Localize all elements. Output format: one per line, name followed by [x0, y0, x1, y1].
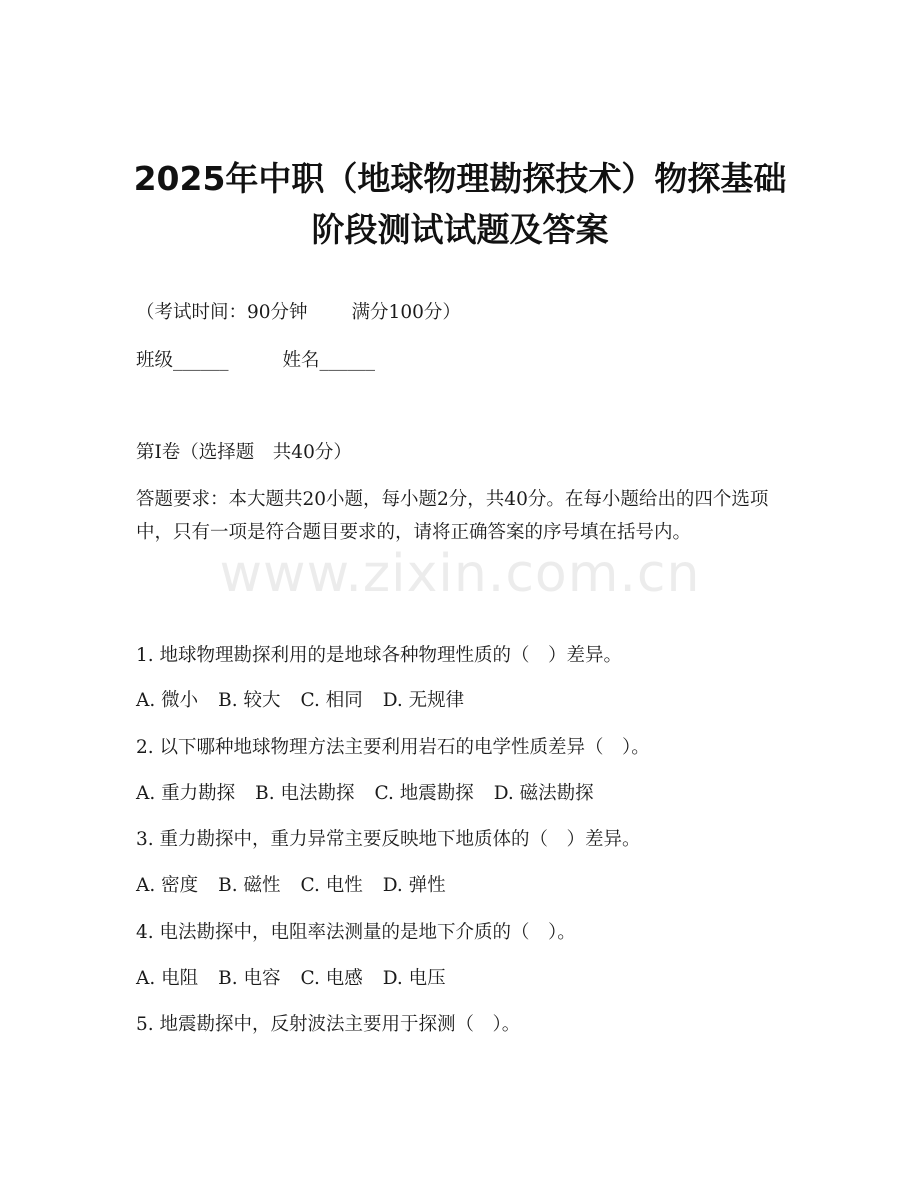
option: B. 较大	[218, 690, 281, 711]
question-options	[136, 785, 594, 804]
option: A. 重力勘探	[136, 783, 236, 804]
option: A. 微小	[136, 690, 199, 711]
student-fields	[136, 352, 375, 371]
option: A. 电阻	[136, 968, 199, 989]
option: C. 电性	[300, 875, 363, 896]
option: D. 无规律	[382, 690, 465, 711]
option: C. 地震勘探	[374, 783, 474, 804]
exam-info	[136, 304, 461, 323]
option: B. 磁性	[218, 875, 281, 896]
exam-total-score: 满分100分）	[351, 302, 461, 323]
question-stem: 1. 地球物理勘探利用的是地球各种物理性质的（ ）差异。	[136, 645, 623, 666]
question-stem: 3. 重力勘探中，重力异常主要反映地下地质体的（ ）差异。	[136, 829, 641, 850]
question-stem: 2. 以下哪种地球物理方法主要利用岩石的电学性质差异（ ）。	[136, 737, 650, 758]
option: C. 相同	[300, 690, 363, 711]
class-field: 班级______	[136, 350, 229, 371]
question-stem: 4. 电法勘探中，电阻率法测量的是地下介质的（ ）。	[136, 922, 576, 943]
exam-time: （考试时间：90分钟	[136, 302, 308, 323]
question-options	[136, 692, 464, 711]
question-stem: 5. 地震勘探中，反射波法主要用于探测（ ）。	[136, 1014, 521, 1035]
option: B. 电容	[218, 968, 281, 989]
document-title-line2: 阶段测试试题及答案	[311, 210, 609, 249]
question-options	[136, 877, 446, 896]
question-options	[136, 970, 446, 989]
option: D. 弹性	[382, 875, 446, 896]
option: D. 电压	[382, 968, 446, 989]
name-field: 姓名______	[282, 350, 376, 371]
section-title: 第Ⅰ卷（选择题 共40分）	[136, 442, 352, 463]
document-title-line1: 2025年中职（地球物理勘探技术）物探基础	[133, 159, 787, 198]
option: D. 磁法勘探	[493, 783, 594, 804]
option: B. 电法勘探	[255, 783, 355, 804]
instructions: 答题要求：本大题共20小题，每小题2分，共40分。在每小题给出的四个选项中，只有一项是符合题目要求的，请将正确答案的序号填在括号内。	[136, 489, 769, 543]
watermark: www.zixin.com.cn	[219, 544, 701, 604]
option: A. 密度	[136, 875, 199, 896]
option: C. 电感	[300, 968, 363, 989]
